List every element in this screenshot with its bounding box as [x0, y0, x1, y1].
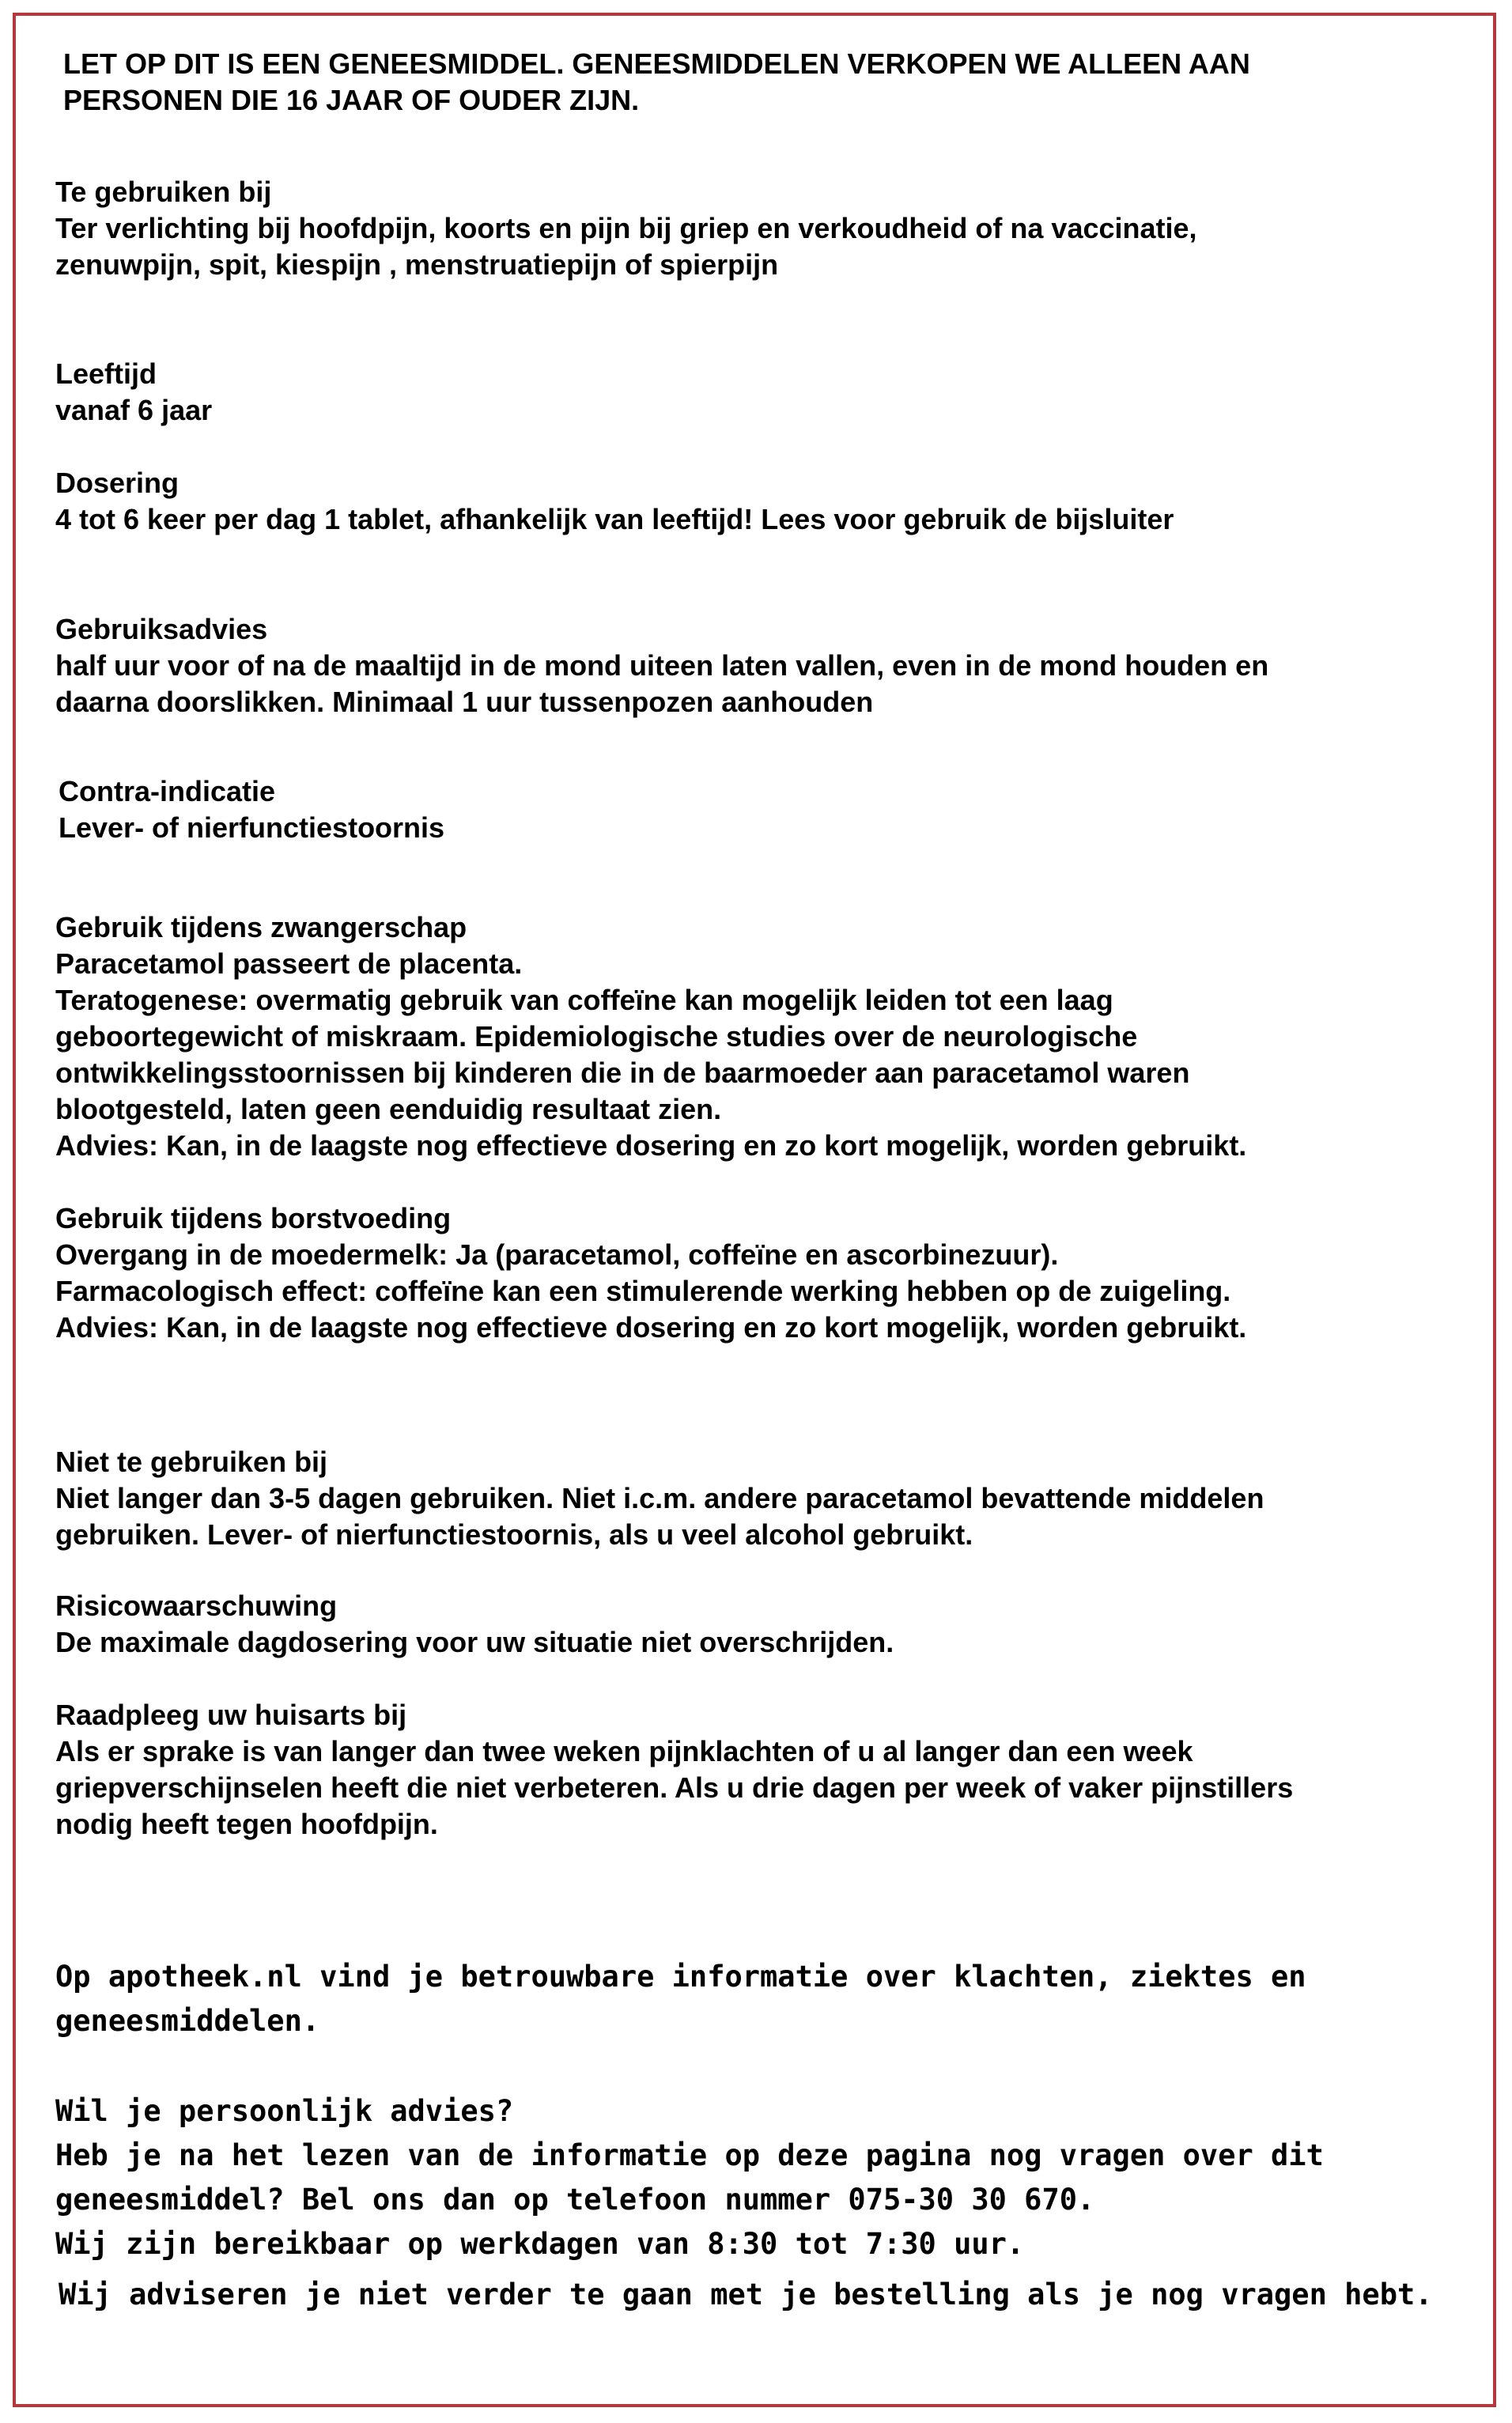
- section-heading: Contra-indicatie: [59, 775, 276, 807]
- section-age: [55, 356, 212, 429]
- section-line: Niet langer dan 3-5 dagen gebruiken. Niet i.c.m. andere paracetamol bevattende middelen: [55, 1482, 1264, 1514]
- section-heading: Gebruik tijdens borstvoeding: [55, 1202, 452, 1234]
- section-use: [55, 174, 1197, 283]
- section-line: Ter verlichting bij hoofdpijn, koorts en pijn bij griep en verkoudheid of na vaccinatie,: [55, 212, 1197, 244]
- footer-final-line: Wij adviseren je niet verder te gaan met je bestelling als je nog vragen hebt.: [59, 2277, 1433, 2311]
- section-contra: [59, 773, 444, 846]
- section-line: half uur voor of na de maaltijd in de mond uiteen laten vallen, even in de mond houden en: [55, 649, 1269, 682]
- section-breastfeeding: [55, 1200, 1246, 1346]
- section-line: zenuwpijn, spit, kiespijn , menstruatiepijn of spierpijn: [55, 248, 779, 281]
- section-doctor: [55, 1697, 1293, 1843]
- section-line: geboortegewicht of miskraam. Epidemiologische studies over de neurologische: [55, 1020, 1138, 1053]
- section-line: Lever- of nierfunctiestoornis: [59, 811, 445, 844]
- section-heading: Dosering: [55, 467, 180, 499]
- warning-line: PERSONEN DIE 16 JAAR OF OUDER ZIJN.: [63, 84, 640, 116]
- section-line: Als er sprake is van langer dan twee weken pijnklachten of u al langer dan een week: [55, 1735, 1193, 1767]
- section-pregnancy: [55, 909, 1246, 1164]
- section-line: Advies: Kan, in de laagste nog effectieve dosering en zo kort mogelijk, worden gebruikt.: [55, 1129, 1247, 1162]
- footer-contact: [55, 2089, 1324, 2266]
- section-line: vanaf 6 jaar: [55, 394, 213, 426]
- age-warning: [63, 46, 1250, 119]
- section-heading: Gebruiksadvies: [55, 613, 268, 645]
- section-heading: Niet te gebruiken bij: [55, 1446, 328, 1478]
- section-line: nodig heeft tegen hoofdpijn.: [55, 1808, 438, 1840]
- footer-line: Heb je na het lezen van de informatie op deze pagina nog vragen over dit: [55, 2138, 1324, 2172]
- footer-info: [55, 1955, 1306, 2043]
- section-heading: Risicowaarschuwing: [55, 1590, 338, 1622]
- section-line: De maximale dagdosering voor uw situatie niet overschrijden.: [55, 1626, 894, 1658]
- section-line: daarna doorslikken. Minimaal 1 uur tussenpozen aanhouden: [55, 686, 874, 718]
- section-line: blootgesteld, laten geen eenduidig resultaat zien.: [55, 1093, 722, 1125]
- warning-line: LET OP DIT IS EEN GENEESMIDDEL. GENEESMIDDELEN VERKOPEN WE ALLEEN AAN: [63, 47, 1250, 80]
- section-heading: Leeftijd: [55, 357, 157, 390]
- footer-line: geneesmiddel? Bel ons dan op telefoon nummer 075-30 30 670.: [55, 2183, 1095, 2217]
- section-heading: Raadpleeg uw huisarts bij: [55, 1699, 407, 1731]
- section-line: gebruiken. Lever- of nierfunctiestoornis, als u veel alcohol gebruikt.: [55, 1518, 973, 1551]
- section-line: Overgang in de moedermelk: Ja (paracetamol, coffeïne en ascorbinezuur).: [55, 1238, 1059, 1271]
- section-line: ontwikkelingsstoornissen bij kinderen die in de baarmoeder aan paracetamol waren: [55, 1057, 1190, 1089]
- section-not-use: [55, 1444, 1264, 1553]
- section-dosage: [55, 465, 1174, 538]
- section-line: Advies: Kan, in de laagste nog effectieve dosering en zo kort mogelijk, worden gebruikt.: [55, 1311, 1247, 1344]
- section-line: Teratogenese: overmatig gebruik van coffeïne kan mogelijk leiden tot een laag: [55, 984, 1113, 1016]
- section-heading: Gebruik tijdens zwangerschap: [55, 911, 467, 943]
- section-line: Farmacologisch effect: coffeïne kan een stimulerende werking hebben op de zuigeling.: [55, 1275, 1231, 1307]
- footer-line: Wil je persoonlijk advies?: [55, 2094, 514, 2128]
- footer-line: Op apotheek.nl vind je betrouwbare informatie over klachten, ziektes en: [55, 1960, 1306, 1994]
- section-heading: Te gebruiken bij: [55, 176, 272, 208]
- section-advice: [55, 611, 1268, 720]
- section-line: Paracetamol passeert de placenta.: [55, 947, 523, 980]
- footer-line: geneesmiddelen.: [55, 2004, 320, 2038]
- section-line: 4 tot 6 keer per dag 1 tablet, afhankelijk van leeftijd! Lees voor gebruik de bijsluiter: [55, 503, 1174, 535]
- footer-line: Wij zijn bereikbaar op werkdagen van 8:30 tot 7:30 uur.: [55, 2227, 1025, 2261]
- section-line: griepverschijnselen heeft die niet verbeteren. Als u drie dagen per week of vaker pijnstillers: [55, 1771, 1294, 1804]
- section-risk: [55, 1588, 894, 1661]
